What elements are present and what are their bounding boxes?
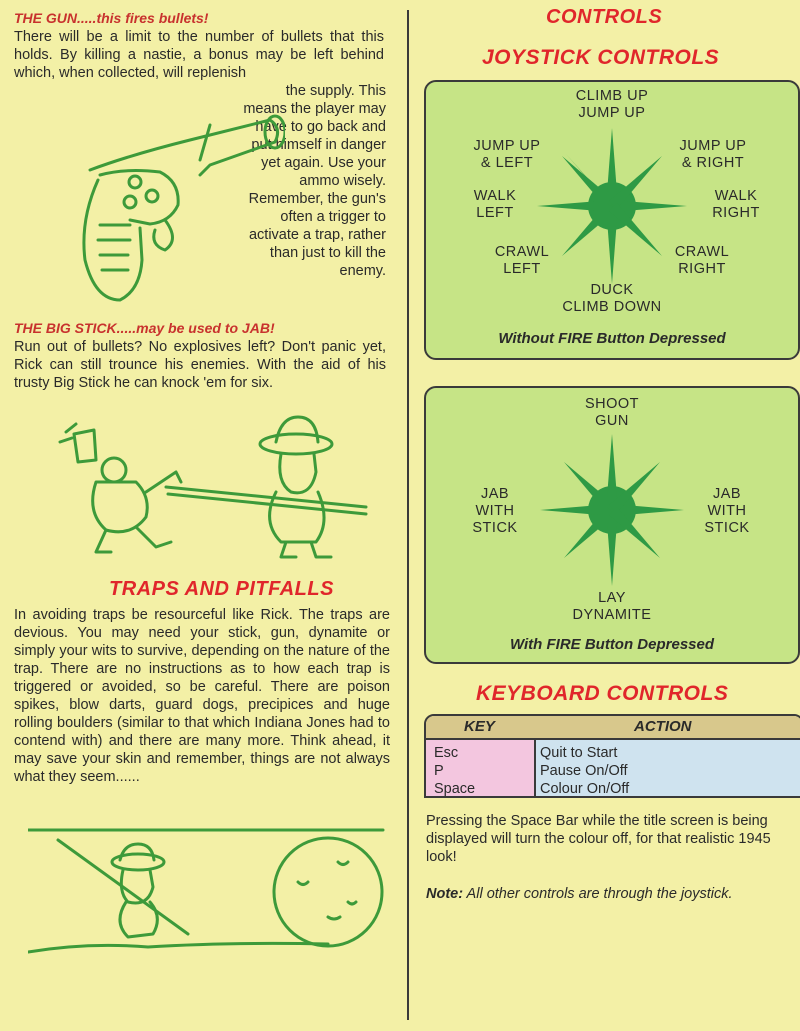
gun-paragraph-1: There will be a limit to the number of bullets that this holds. By killing a nastie, a bonus may be left behind which, when collected, will replenish [14,29,384,81]
key-cell: Esc [434,745,459,761]
dir-left-label: WALK LEFT [473,188,517,221]
dir-up-right-label: JUMP UP & RIGHT [679,138,747,171]
dir-down-right-label: CRAWL RIGHT [674,244,730,277]
key-column-header: KEY [464,718,495,735]
controls-heading: CONTROLS [546,6,663,28]
traps-paragraph: In avoiding traps be resourceful like Rick. The traps are devious. You may need your stick, gun, dynamite or simply your wits to survive, depending on the nature of the trap. There are no instructions as to how each trap is triggered or avoided, so be careful. There are poison spikes, blow darts, guard dogs, precipices and huge rolling boulders (similar to that which Indiana Jones had to contend with) and there are many more. Think ahead, it may save your skin and remember, things are not always what they seem...... [14,607,390,785]
dir-up-left-label: JUMP UP & LEFT [473,138,541,171]
joystick-panel-no-fire [424,80,800,360]
keyboard-controls-heading: KEYBOARD CONTROLS [476,682,729,705]
action-column-header: ACTION [634,718,692,735]
key-cell: P [434,763,444,779]
joystick-panel-fire [424,386,800,664]
dir-up-label: CLIMB UP JUMP UP [575,88,649,121]
gun-heading-tail: this fires bullets! [96,10,209,26]
joystick-controls-heading: JOYSTICK CONTROLS [482,46,720,69]
space-bar-paragraph: Pressing the Space Bar while the title screen is being displayed will turn the colour off, for that realistic 1945 look! [426,813,771,865]
panel1-caption: Without FIRE Button Depressed [498,330,726,347]
dir-right-label: WALK RIGHT [712,188,760,221]
gun-heading [14,10,208,26]
keyboard-table-header [426,716,800,740]
keyboard-table [424,714,800,798]
rick-jab-illustration [36,412,376,562]
gun-paragraph-2: the supply. This means the player may have to go back and put himself in danger yet again. Use your ammo wisely. Remember, the gun's often a trigger to activate a trap, rather than just to kill the enemy. [243,83,386,279]
revolver-illustration [70,100,285,310]
boulder-chase-illustration [28,822,388,972]
column-divider [407,10,409,1020]
controls-note [426,886,800,902]
traps-heading: TRAPS AND PITFALLS [109,578,334,600]
fire-up-label: SHOOT GUN [584,396,640,429]
note-text: All other controls are through the joystick. [463,886,733,902]
key-column [426,740,536,798]
stick-heading-title: THE BIG STICK..... [14,320,137,336]
key-cell: Space [434,781,476,797]
action-cell: Quit to Start [540,745,618,761]
panel2-caption: With FIRE Button Depressed [509,636,715,653]
stick-paragraph: Run out of bullets? No explosives left? Don't panic yet, Rick can still trounce his enemies. With the aid of his trusty Big Stick he can knock 'em for six. [14,339,386,391]
action-column [536,740,800,798]
fire-down-label: LAY DYNAMITE [572,590,652,623]
gun-section [14,10,394,310]
fire-left-label: JAB WITH STICK [472,486,518,536]
stick-heading [14,320,275,336]
action-cell: Colour On/Off [540,781,630,797]
action-cell: Pause On/Off [540,763,628,779]
dir-down-left-label: CRAWL LEFT [494,244,550,277]
dir-down-label: DUCK CLIMB DOWN [562,282,662,315]
stick-heading-tail: may be used to JAB! [136,320,275,336]
note-label: Note: [426,886,464,902]
fire-right-label: JAB WITH STICK [704,486,750,536]
gun-heading-title: THE GUN..... [14,10,97,26]
